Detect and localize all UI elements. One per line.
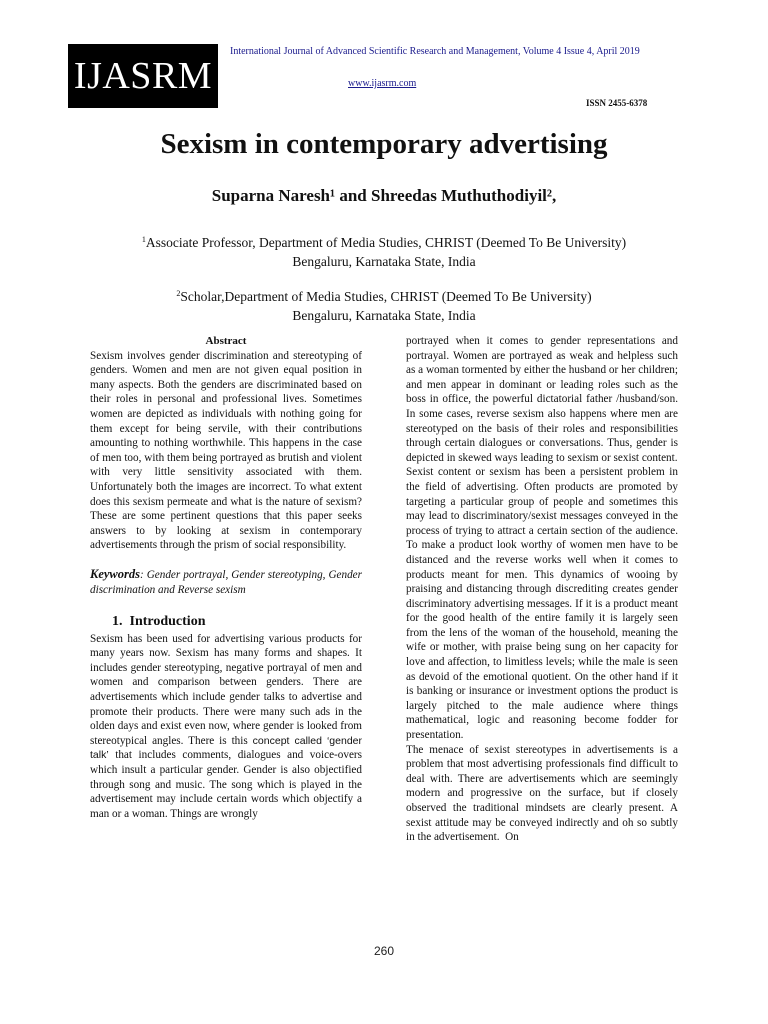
affiliation-1-sup: 1 — [141, 235, 146, 244]
right-column — [406, 334, 678, 845]
body-paragraph-2: Sexist content or sexism has been a persistent problem in the field of advertising. Often products are promoted by targeting a particular group of people and sometimes this may lead to discriminatory/sexist messages conveyed in the process of trying to attract a certain section of the audience. To make a product look worthy of women men have to be distanced and the reverse works well when it comes to products meant for men. This dynamics of wooing by praising and distancing through discrediting creates gender discriminatory advertising messages. If it is a product meant for the good health of the entire family it is largely seen from the lens of the woman of the household, meaning the wife or mother, with praise being sung on her capacity for love and affection, to limitless levels; while the male is seen as devoid of the emotional quotient. On the other hand if it is banking or insurance or investment options the product is largely pitched to the male audience where things mathematical, logic and reasoning become fodder for presentation. — [406, 466, 678, 742]
affiliation-1-line2: Bengaluru, Karnataka State, India — [292, 254, 476, 269]
affiliation-2-sup: 2 — [176, 289, 181, 298]
page-number: 260 — [373, 944, 395, 958]
keywords — [90, 567, 362, 597]
abstract-heading: Abstract — [205, 335, 247, 347]
keywords-label: Keywords — [90, 566, 140, 581]
journal-logo: IJASRM — [68, 44, 218, 108]
affiliation-1 — [60, 230, 708, 271]
introduction-text — [90, 632, 362, 822]
paper-authors: Suparna Naresh¹ and Shreedas Muthuthodiyil², — [211, 186, 557, 205]
affiliation-1-text: Associate Professor, Department of Media Studies, CHRIST (Deemed To Be University) — [145, 235, 627, 250]
paper-title: Sexism in contemporary advertising — [160, 128, 608, 160]
affiliation-2-text: Scholar,Department of Media Studies, CHRIST (Deemed To Be University) — [180, 289, 592, 304]
affiliation-2 — [60, 284, 708, 325]
left-column — [90, 334, 362, 821]
abstract-text: Sexism involves gender discrimination and stereotyping of genders. Women and men are not given equal position in many aspects. Both the genders are discriminated based on their roles in personal and professional lives. Sometimes women are depicted as individuals with nothing going for them except for being servile, with their contributions amounting to nothing worthwhile. This happens in the case of men too, with them being portrayed as brutish and violent with very little sensitivity associated with them. Unfortunately both the images are incorrect. To what extent does this sexism permeate and what is the nature of sexism? These are some pertinent questions that this paper seeks answers to by looking at sexism in contemporary advertisements through the prism of social responsibility. — [90, 349, 362, 552]
keywords-separator: : — [140, 568, 147, 581]
journal-citation-line: International Journal of Advanced Scientific Research and Management, Volume 4 Issue 4, April 2019 — [230, 46, 640, 57]
section-heading-introduction: 1. Introduction — [112, 614, 206, 630]
affiliation-2-line1 — [60, 284, 708, 306]
body-paragraph-1: portrayed when it comes to gender representations and portrayal. Women are portrayed as weak and helpless such as a woman tormented by either the husband or her children; and men appear in dominant or leading roles such as the boss in office, the powerful dictatorial father /husband/son. In some cases, reverse sexism also happens where men are stereotyped on the basis of their roles and responsibilities through certain dialogues or conversations. Thus, gender is depicted in skewed ways leading to sexism or sexist content. — [406, 335, 678, 464]
affiliation-2-line2: Bengaluru, Karnataka State, India — [292, 308, 476, 323]
introduction-concept-phrase: concept called ‘gender talk’ — [90, 734, 362, 762]
affiliation-1-line1 — [60, 230, 708, 252]
introduction-text-part2: that includes comments, dialogues and voice-overs which insult a particular gender. Gender is also objectified through song and music. The song which is played in the advertisement may include certain words which objectify a man or a woman. Things are wrongly — [90, 749, 362, 820]
issn-label: ISSN 2455-6378 — [586, 98, 648, 108]
journal-website-link[interactable]: www.ijasrm.com — [348, 78, 417, 89]
body-paragraph-3: The menace of sexist stereotypes in advertisements is a problem that most advertising professionals find difficult to deal with. There are advertisements which are seemingly modern and progressive on the surface, but if closely observed the traditional mindsets are clearly present. A sexist attitude may be conveyed indirectly and oh so subtly in the advertisement. On — [406, 743, 678, 844]
keywords-text: Gender portrayal, Gender stereotyping, Gender discrimination and Reverse sexism — [90, 568, 362, 596]
introduction-text-part1: Sexism has been used for advertising various products for many years now. Sexism has many forms and shapes. It includes gender stereotyping, negative portrayal of men and women and comparison between genders. There are advertisements which include gender talks to advertise and promote their products. There were many such ads in the olden days and exist even now, where gender is looked from stereotypical angles. There is this — [90, 632, 362, 747]
